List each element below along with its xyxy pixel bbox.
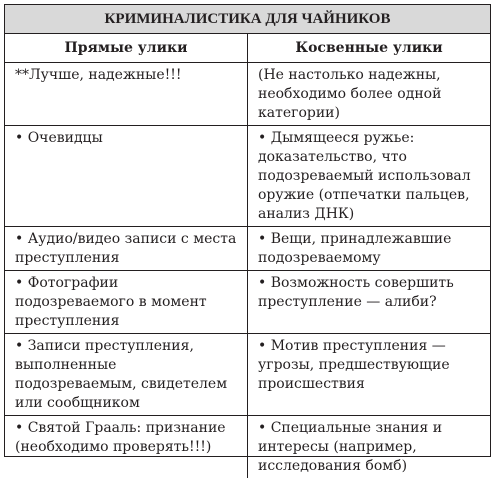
- direct-evidence-cell: • Очевидцы: [5, 126, 248, 227]
- indirect-evidence-cell: • Дымящееся ружье: доказательство, что подозреваемый использовал оружие (отпечатки пальцев, анализ ДНК): [248, 126, 491, 227]
- table-row: [5, 227, 490, 271]
- direct-evidence-cell: • Аудио/видео записи с места преступления: [5, 227, 248, 271]
- table-row: [5, 126, 490, 227]
- table-row: [5, 416, 490, 478]
- title-row: [5, 5, 490, 34]
- indirect-evidence-cell: • Вещи, принадлежавшие подозреваемому: [248, 227, 491, 271]
- table-row: [5, 334, 490, 416]
- table-row: [5, 63, 490, 126]
- header-row: [5, 34, 490, 63]
- direct-evidence-cell: • Святой Грааль: признание (необходимо проверять!!!): [5, 416, 248, 478]
- direct-evidence-cell: **Лучше, надежные!!!: [5, 63, 248, 126]
- indirect-evidence-cell: • Возможность совершить преступление — алиби?: [248, 271, 491, 334]
- column-header-direct: Прямые улики: [5, 34, 248, 63]
- indirect-evidence-cell: • Специальные знания и интересы (например, исследования бомб): [248, 416, 491, 478]
- table-row: [5, 271, 490, 334]
- direct-evidence-cell: • Фотографии подозреваемого в момент преступления: [5, 271, 248, 334]
- table-title: КРИМИНАЛИСТИКА ДЛЯ ЧАЙНИКОВ: [5, 5, 490, 34]
- direct-evidence-cell: • Записи преступления, выполненные подозреваемым, свидетелем или сообщником: [5, 334, 248, 416]
- column-header-indirect: Косвенные улики: [248, 34, 491, 63]
- evidence-table: [5, 5, 490, 478]
- indirect-evidence-cell: • Мотив преступления — угрозы, предшествующие происшествия: [248, 334, 491, 416]
- indirect-evidence-cell: (Не настолько надежны, необходимо более одной категории): [248, 63, 491, 126]
- evidence-table-card: [4, 4, 491, 457]
